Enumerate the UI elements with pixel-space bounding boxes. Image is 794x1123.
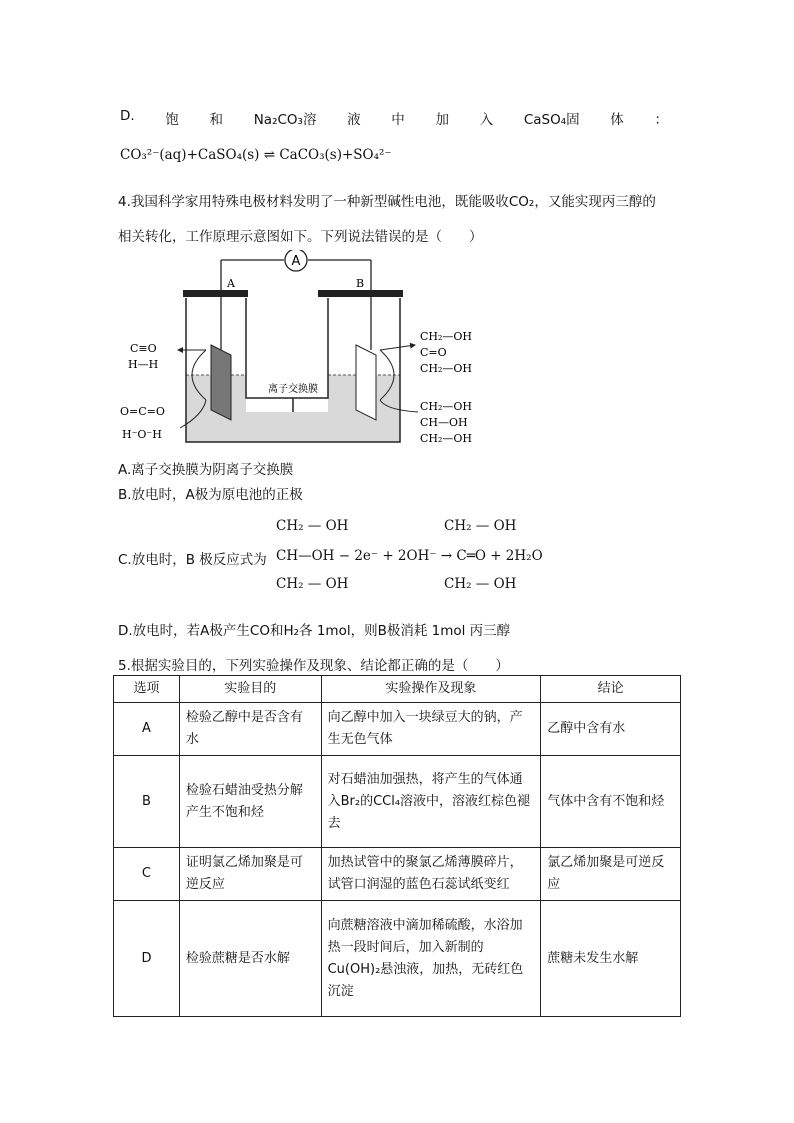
q4-option-b: B.放电时，A极为原电池的正极: [118, 487, 303, 503]
q3-d-word: 液: [347, 112, 361, 128]
q5-table: [113, 675, 681, 1017]
q4-c-main: CH—OH − 2e⁻ + 2OH⁻ → C═O + 2H₂O: [276, 548, 543, 564]
q3-d-equation: CO₃²⁻(aq)+CaSO₄(s) ⇌ CaCO₃(s)+SO₄²⁻: [120, 147, 392, 163]
table-row: [114, 901, 681, 1017]
h2o-label: H⁻O⁻H: [122, 428, 162, 441]
row-operation: 向蔗糖溶液中滴加稀硫酸，水浴加热一段时间后，加入新制的Cu(OH)₂悬浊液，加热，无砖红色沉淀: [321, 901, 541, 1017]
q4-option-c-prefix: C.放电时，B 极反应式为: [118, 552, 267, 568]
q3-d-label: D.: [120, 108, 135, 124]
q3-option-d: [120, 108, 680, 128]
q3-d-word: 饱: [165, 112, 179, 128]
header-conclusion: 结论: [541, 676, 681, 703]
co-label: C≡O: [130, 342, 157, 355]
q4-c-right-bottom: CH₂ — OH: [444, 576, 517, 592]
electrode-b-label: B: [356, 277, 365, 290]
row-option: D: [114, 901, 180, 1017]
row-operation: 对石蜡油加强热，将产生的气体通入Br₂的CCl₄溶液中，溶液红棕色褪去: [321, 756, 541, 848]
membrane-label: 离子交换膜: [268, 384, 318, 395]
ammeter-label: A: [291, 254, 301, 269]
row-operation: 加热试管中的聚氯乙烯薄膜碎片，试管口润湿的蓝色石蕊试纸变红: [321, 848, 541, 901]
q3-d-word: 和: [209, 112, 224, 128]
right-cap: [318, 290, 403, 297]
left-cap: [183, 290, 248, 297]
q3-d-word: 体: [610, 112, 624, 128]
row-aim: 检验蔗糖是否水解: [179, 901, 321, 1017]
product-line3: CH₂—OH: [420, 362, 473, 375]
electrode-b: [356, 345, 376, 420]
electrode-a-label: A: [227, 277, 235, 290]
q4-c-right-top: CH₂ — OH: [444, 518, 517, 534]
q3-d-word: 中: [391, 112, 405, 128]
table-row: [114, 703, 681, 756]
product-line1: CH₂—OH: [420, 330, 473, 343]
header-option: 选项: [114, 676, 180, 703]
row-aim: 检验石蜡油受热分解产生不饱和烃: [179, 756, 321, 848]
row-option: A: [114, 703, 180, 756]
row-conclusion: 氯乙烯加聚是可逆反应: [541, 848, 681, 901]
glycerol-line1: CH₂—OH: [420, 400, 473, 413]
q4-option-a: A.离子交换膜为阴离子交换膜: [118, 462, 294, 478]
q4-stem-line1: 4.我国科学家用特殊电极材料发明了一种新型碱性电池，既能吸收CO₂，又能实现丙三醇的: [118, 194, 656, 210]
co2-label: O=C=O: [120, 405, 165, 418]
q3-d-word: CaSO₄固: [523, 112, 580, 128]
q3-d-word: ：: [654, 112, 668, 128]
row-conclusion: 气体中含有不饱和烃: [541, 756, 681, 848]
q3-d-word: 加: [435, 112, 449, 128]
battery-diagram: [118, 250, 488, 450]
table-row: [114, 848, 681, 901]
electrode-a: [211, 345, 231, 420]
q4-c-left-top: CH₂ — OH: [276, 518, 349, 534]
table-header-row: [114, 676, 681, 703]
product-line2: C=O: [420, 346, 447, 359]
q4-option-d: D.放电时，若A极产生CO和H₂各 1mol，则B极消耗 1mol 丙三醇: [118, 623, 511, 639]
header-operation: 实验操作及现象: [321, 676, 541, 703]
h2-label: H—H: [128, 358, 159, 371]
row-option: C: [114, 848, 180, 901]
glycerol-line2: CH—OH: [420, 416, 468, 429]
cell-divider: [246, 298, 328, 398]
row-aim: 证明氯乙烯加聚是可逆反应: [179, 848, 321, 901]
row-aim: 检验乙醇中是否含有水: [179, 703, 321, 756]
glycerol-line3: CH₂—OH: [420, 432, 473, 445]
row-conclusion: 蔗糖未发生水解: [541, 901, 681, 1017]
q3-d-word: 入: [479, 112, 494, 128]
row-conclusion: 乙醇中含有水: [541, 703, 681, 756]
q3-d-word: Na₂CO₃溶: [253, 112, 317, 128]
q4-stem-line2: 相关转化，工作原理示意图如下。下列说法错误的是（ ）: [118, 229, 483, 245]
table-row: [114, 756, 681, 848]
row-operation: 向乙醇中加入一块绿豆大的钠，产生无色气体: [321, 703, 541, 756]
row-option: B: [114, 756, 180, 848]
header-aim: 实验目的: [179, 676, 321, 703]
q4-c-left-bottom: CH₂ — OH: [276, 576, 349, 592]
q5-stem: 5.根据实验目的，下列实验操作及现象、结论都正确的是（ ）: [118, 658, 509, 674]
